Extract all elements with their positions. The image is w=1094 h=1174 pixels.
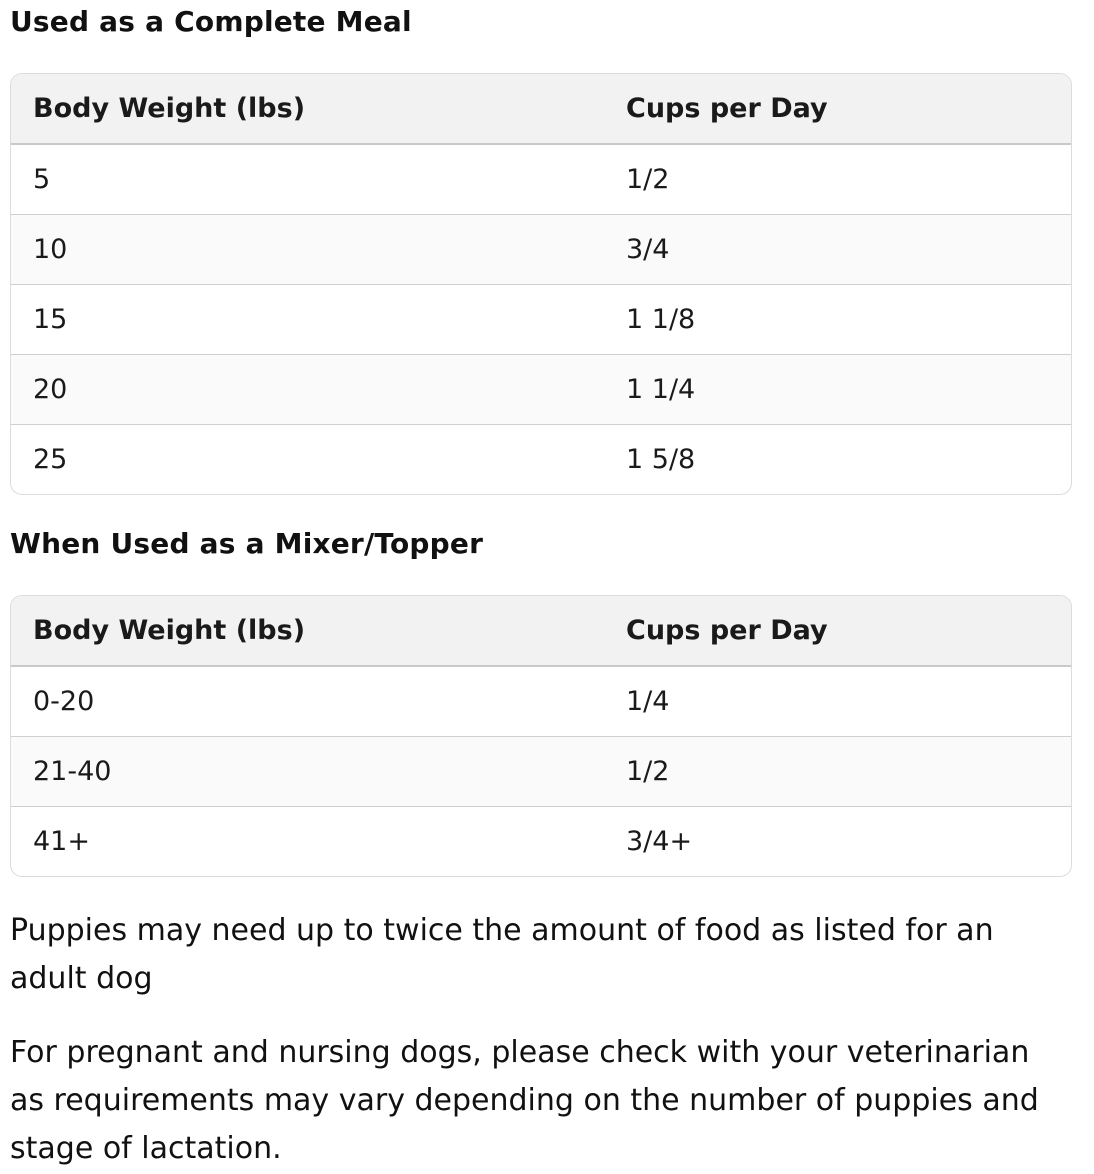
cell-cups-per-day: 3/4+ <box>604 807 1071 877</box>
table-row <box>11 215 1071 285</box>
table-header-row <box>11 74 1071 144</box>
cell-cups-per-day: 1 1/4 <box>604 355 1071 425</box>
cell-body-weight: 15 <box>11 285 604 355</box>
cell-body-weight: 41+ <box>11 807 604 877</box>
table-row <box>11 666 1071 737</box>
mixer-topper-table <box>11 596 1071 876</box>
table-row <box>11 807 1071 877</box>
table-row <box>11 144 1071 215</box>
complete-meal-table <box>11 74 1071 494</box>
cell-body-weight: 5 <box>33 164 51 195</box>
cell-cups-per-day: 1 5/8 <box>604 425 1071 495</box>
table-row <box>11 355 1071 425</box>
table-row <box>11 425 1071 495</box>
cell-body-weight: 0-20 <box>33 686 95 717</box>
table-row <box>11 737 1071 807</box>
cell-cups-per-day: 1 1/8 <box>604 285 1071 355</box>
feeding-guide <box>10 0 1072 1173</box>
cell-cups-per-day: 3/4 <box>604 215 1071 285</box>
cell-body-weight: 20 <box>11 355 604 425</box>
column-header-body-weight: Body Weight (lbs) <box>11 596 604 666</box>
column-header-cups-per-day: Cups per Day <box>604 596 1071 666</box>
note-pregnant-nursing: For pregnant and nursing dogs, please check with your veterinarian as requirements may vary depending on the number of puppies and stage of lactation. <box>10 1035 1039 1166</box>
note-puppies: Puppies may need up to twice the amount of food as listed for an adult dog <box>10 913 994 996</box>
section-heading-mixer-topper: When Used as a Mixer/Topper <box>10 527 484 560</box>
column-header-body-weight: Body Weight (lbs) <box>11 74 604 144</box>
cell-body-weight: 10 <box>11 215 604 285</box>
table-header-row <box>11 596 1071 666</box>
cell-cups-per-day: 1/2 <box>604 737 1071 807</box>
cell-body-weight: 21-40 <box>11 737 604 807</box>
cell-cups-per-day: 1/4 <box>626 686 670 717</box>
cell-body-weight: 25 <box>11 425 604 495</box>
mixer-topper-table-container <box>10 595 1072 877</box>
table-row <box>11 285 1071 355</box>
column-header-cups-per-day: Cups per Day <box>604 74 1071 144</box>
cell-cups-per-day: 1/2 <box>626 164 670 195</box>
section-heading-complete-meal: Used as a Complete Meal <box>10 5 412 38</box>
complete-meal-table-container <box>10 73 1072 495</box>
